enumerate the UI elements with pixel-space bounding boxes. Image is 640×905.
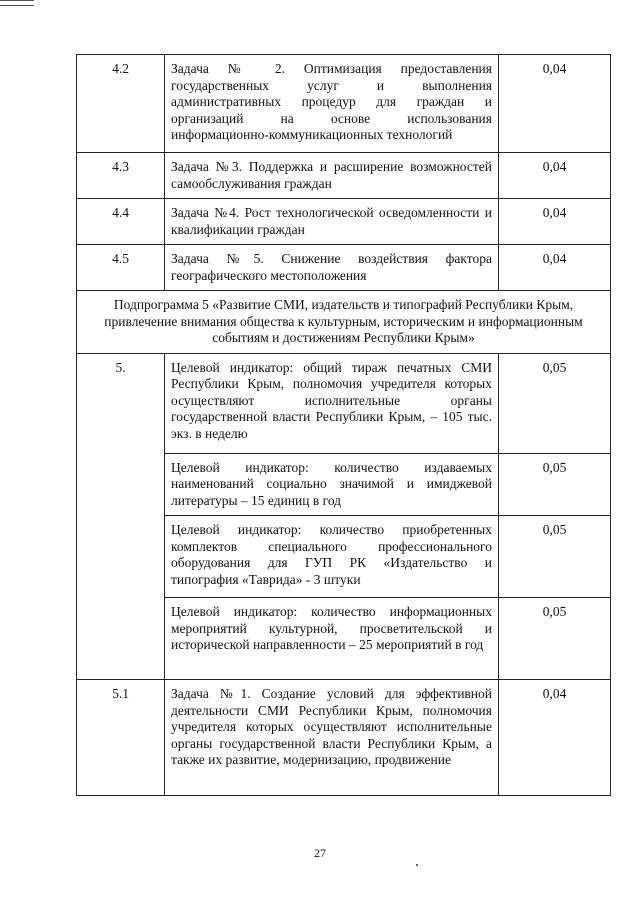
table-row <box>77 353 611 453</box>
indicator-text: Целевой индикатор: количество издаваемых наименований социально значимой и имиджевой литературы – 15 единиц в год <box>165 453 499 516</box>
table-row <box>77 153 611 199</box>
row-number: 5.1 <box>77 680 165 796</box>
task-text: Задача №5. Снижение воздействия фактора географического местоположения <box>165 245 499 291</box>
corner-scan-mark <box>0 0 34 6</box>
indicator-text: Целевой индикатор: общий тираж печатных СМИ Республики Крым, полномочия учредителя которых осуществляют исполнительные органы государственной власти Республики Крым, – 105 тыс. экз. в неделю <box>165 353 499 453</box>
row-number: 4.2 <box>77 55 165 153</box>
indicator-text: Целевой индикатор: количество приобретенных комплектов специального профессионального оборудования для ГУП РК «Издательство и типография «Таврида» - 3 штуки <box>165 516 499 598</box>
table-row <box>77 55 611 153</box>
task-text: Задача №1. Создание условий для эффективной деятельности СМИ Республики Крым, полномочия учредителя которых осуществляют исполнительные органы государственной власти Республики Крым, а также их развитие, модернизацию, продвижение <box>165 680 499 796</box>
weight-value: 0,05 <box>499 353 611 453</box>
weight-value: 0,04 <box>499 245 611 291</box>
weight-value: 0,04 <box>499 153 611 199</box>
task-text: Задача №3. Поддержка и расширение возможностей самообслуживания граждан <box>165 153 499 199</box>
weight-value: 0,05 <box>499 516 611 598</box>
scan-dot <box>416 864 418 866</box>
weight-value: 0,04 <box>499 680 611 796</box>
row-number: 4.4 <box>77 199 165 245</box>
indicator-text: Целевой индикатор: количество информационных мероприятий культурной, просветительской и исторической направленности – 25 мероприятий в год <box>165 598 499 680</box>
subprogram-row <box>77 291 611 354</box>
subprogram-heading: Подпрограмма 5 «Развитие СМИ, издательств и типографий Республики Крым, привлечение внимания общества к культурным, историческим и информационным событиям и достижениям Республики Крым» <box>77 291 611 354</box>
task-text: Задача № 2. Оптимизация предоставления государственных услуг и выполнения административных процедур для граждан и организаций на основе использования информационно-коммуникационных технологий <box>165 55 499 153</box>
table-row <box>77 680 611 796</box>
weight-value: 0,05 <box>499 598 611 680</box>
page-number: 27 <box>314 846 326 860</box>
row-number: 5. <box>77 353 165 680</box>
indicators-table <box>76 54 611 796</box>
table-row <box>77 199 611 245</box>
task-text: Задача №4. Рост технологической осведомленности и квалификации граждан <box>165 199 499 245</box>
weight-value: 0,04 <box>499 55 611 153</box>
row-number: 4.5 <box>77 245 165 291</box>
table-row <box>77 245 611 291</box>
weight-value: 0,04 <box>499 199 611 245</box>
row-number: 4.3 <box>77 153 165 199</box>
weight-value: 0,05 <box>499 453 611 516</box>
